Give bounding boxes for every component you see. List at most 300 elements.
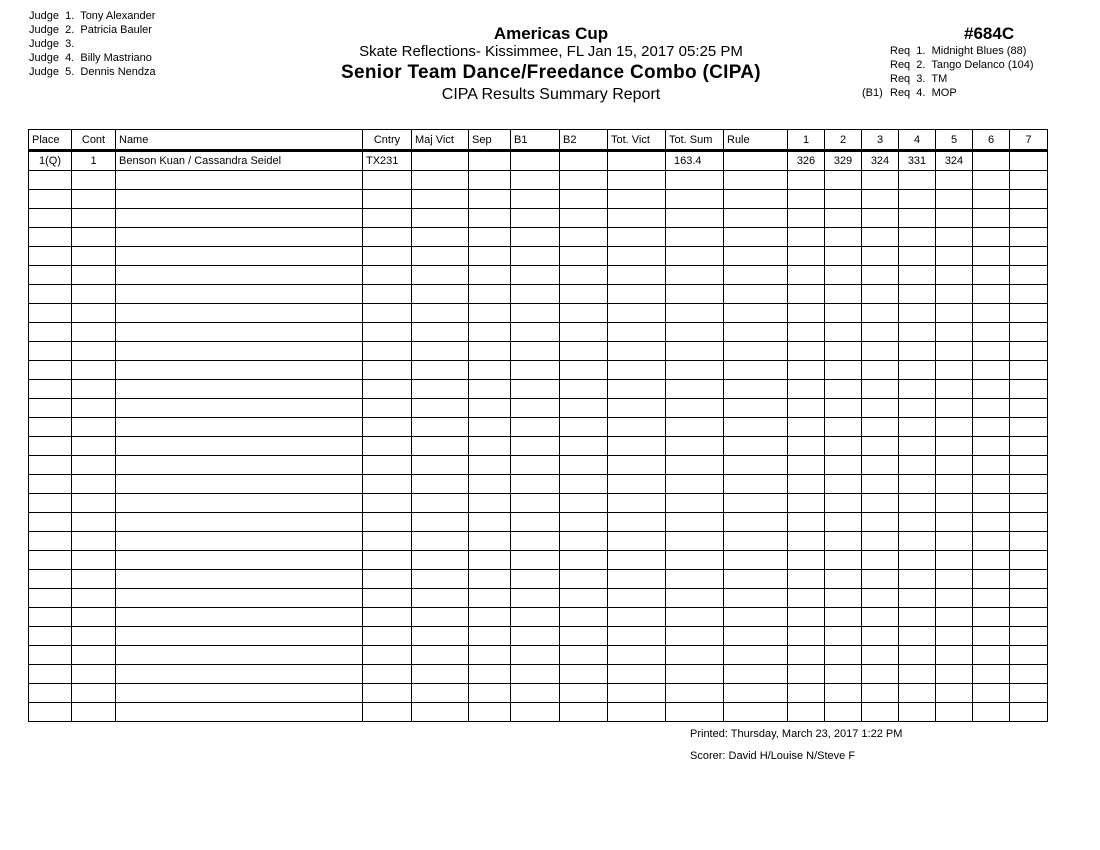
cell-empty bbox=[469, 209, 511, 228]
cell-empty bbox=[862, 323, 899, 342]
cell-empty bbox=[788, 323, 825, 342]
cell-empty bbox=[511, 209, 560, 228]
cell-empty bbox=[724, 532, 788, 551]
cell-empty bbox=[511, 304, 560, 323]
cell-empty bbox=[116, 266, 363, 285]
cell-empty bbox=[666, 570, 724, 589]
cell-empty bbox=[511, 361, 560, 380]
cell-empty bbox=[1010, 646, 1048, 665]
cell-empty bbox=[72, 703, 116, 722]
cell-empty bbox=[1010, 323, 1048, 342]
cell-rule bbox=[724, 151, 788, 171]
requirement-4: (B1) Req 4. MOP bbox=[862, 87, 957, 99]
cell-empty bbox=[29, 456, 72, 475]
col-b1: B1 bbox=[511, 130, 560, 151]
cell-empty bbox=[560, 285, 608, 304]
cell-empty bbox=[116, 627, 363, 646]
cell-empty bbox=[116, 247, 363, 266]
cell-empty bbox=[608, 475, 666, 494]
cell-empty bbox=[1010, 285, 1048, 304]
table-row-empty bbox=[29, 456, 1048, 475]
cell-empty bbox=[666, 608, 724, 627]
cell-empty bbox=[72, 684, 116, 703]
cell-empty bbox=[825, 665, 862, 684]
cell-empty bbox=[29, 209, 72, 228]
cell-empty bbox=[469, 475, 511, 494]
cell-empty bbox=[72, 608, 116, 627]
cell-empty bbox=[560, 608, 608, 627]
cell-b1 bbox=[511, 151, 560, 171]
cell-empty bbox=[724, 494, 788, 513]
cell-empty bbox=[973, 513, 1010, 532]
cell-empty bbox=[511, 171, 560, 190]
cell-empty bbox=[973, 228, 1010, 247]
cell-empty bbox=[936, 703, 973, 722]
cell-cntry: TX231 bbox=[363, 151, 412, 171]
cell-empty bbox=[825, 247, 862, 266]
cell-empty bbox=[469, 513, 511, 532]
cell-empty bbox=[116, 285, 363, 304]
table-row-empty bbox=[29, 266, 1048, 285]
cell-empty bbox=[116, 361, 363, 380]
cell-empty bbox=[899, 285, 936, 304]
cell-empty bbox=[724, 665, 788, 684]
cell-empty bbox=[560, 684, 608, 703]
cell-empty bbox=[72, 399, 116, 418]
cell-empty bbox=[560, 418, 608, 437]
cell-empty bbox=[363, 665, 412, 684]
cell-empty bbox=[825, 304, 862, 323]
table-row-empty bbox=[29, 228, 1048, 247]
cell-empty bbox=[666, 665, 724, 684]
cell-empty bbox=[936, 228, 973, 247]
cell-empty bbox=[608, 551, 666, 570]
table-row-empty bbox=[29, 627, 1048, 646]
cell-empty bbox=[560, 380, 608, 399]
cell-empty bbox=[825, 228, 862, 247]
cell-empty bbox=[29, 361, 72, 380]
cell-empty bbox=[724, 323, 788, 342]
cell-empty bbox=[412, 570, 469, 589]
report-header bbox=[300, 23, 802, 105]
cell-empty bbox=[412, 627, 469, 646]
cell-empty bbox=[72, 342, 116, 361]
cell-empty bbox=[412, 247, 469, 266]
table-header-row bbox=[29, 130, 1048, 151]
cell-empty bbox=[666, 209, 724, 228]
cell-empty bbox=[666, 703, 724, 722]
cell-empty bbox=[363, 361, 412, 380]
cell-empty bbox=[899, 247, 936, 266]
cell-empty bbox=[412, 684, 469, 703]
cell-empty bbox=[724, 703, 788, 722]
cell-empty bbox=[936, 209, 973, 228]
col-judge-4: 4 bbox=[899, 130, 936, 151]
cell-empty bbox=[469, 266, 511, 285]
cell-empty bbox=[363, 456, 412, 475]
cell-sep bbox=[469, 151, 511, 171]
cell-empty bbox=[363, 304, 412, 323]
cell-empty bbox=[973, 304, 1010, 323]
cell-empty bbox=[825, 646, 862, 665]
cell-empty bbox=[363, 646, 412, 665]
cell-empty bbox=[560, 437, 608, 456]
cell-empty bbox=[116, 228, 363, 247]
cell-empty bbox=[788, 589, 825, 608]
requirement-1: Req 1. Midnight Blues (88) bbox=[890, 45, 1027, 57]
cell-empty bbox=[511, 266, 560, 285]
cell-empty bbox=[560, 646, 608, 665]
cell-empty bbox=[724, 608, 788, 627]
cell-empty bbox=[862, 380, 899, 399]
cell-empty bbox=[363, 209, 412, 228]
cell-empty bbox=[724, 437, 788, 456]
cell-empty bbox=[724, 209, 788, 228]
cell-empty bbox=[560, 494, 608, 513]
cell-judge-5: 324 bbox=[936, 151, 973, 171]
cell-empty bbox=[412, 665, 469, 684]
cell-empty bbox=[608, 285, 666, 304]
cell-empty bbox=[862, 684, 899, 703]
cell-empty bbox=[116, 418, 363, 437]
cell-empty bbox=[936, 247, 973, 266]
cell-empty bbox=[511, 532, 560, 551]
cell-empty bbox=[825, 608, 862, 627]
cell-empty bbox=[899, 228, 936, 247]
cell-empty bbox=[511, 399, 560, 418]
judge-2: Judge 2. Patricia Bauler bbox=[29, 24, 152, 36]
cell-empty bbox=[936, 285, 973, 304]
cell-empty bbox=[72, 665, 116, 684]
cell-empty bbox=[412, 551, 469, 570]
cell-empty bbox=[825, 380, 862, 399]
cell-empty bbox=[469, 665, 511, 684]
printed-timestamp: Printed: Thursday, March 23, 2017 1:22 PM bbox=[690, 728, 903, 740]
cell-empty bbox=[72, 437, 116, 456]
cell-judge-1: 326 bbox=[788, 151, 825, 171]
cell-empty bbox=[862, 665, 899, 684]
cell-empty bbox=[116, 437, 363, 456]
cell-empty bbox=[788, 266, 825, 285]
col-rule: Rule bbox=[724, 130, 788, 151]
cell-empty bbox=[973, 456, 1010, 475]
table-row-empty bbox=[29, 247, 1048, 266]
cell-empty bbox=[936, 551, 973, 570]
cell-empty bbox=[936, 323, 973, 342]
event-number: #684C bbox=[964, 24, 1015, 43]
cell-empty bbox=[560, 570, 608, 589]
cell-empty bbox=[72, 456, 116, 475]
cell-empty bbox=[511, 437, 560, 456]
cell-empty bbox=[936, 589, 973, 608]
cell-empty bbox=[116, 171, 363, 190]
cell-empty bbox=[973, 608, 1010, 627]
cell-empty bbox=[29, 342, 72, 361]
table-row-empty bbox=[29, 190, 1048, 209]
cell-empty bbox=[72, 247, 116, 266]
cell-empty bbox=[825, 513, 862, 532]
cell-empty bbox=[469, 361, 511, 380]
cell-empty bbox=[511, 494, 560, 513]
cell-empty bbox=[666, 361, 724, 380]
cell-empty bbox=[560, 171, 608, 190]
cell-empty bbox=[825, 342, 862, 361]
cell-empty bbox=[973, 209, 1010, 228]
cell-empty bbox=[936, 361, 973, 380]
cell-empty bbox=[29, 703, 72, 722]
cell-empty bbox=[72, 266, 116, 285]
cell-empty bbox=[666, 494, 724, 513]
cell-empty bbox=[666, 551, 724, 570]
cell-empty bbox=[936, 171, 973, 190]
cell-empty bbox=[936, 532, 973, 551]
cell-empty bbox=[412, 418, 469, 437]
cell-empty bbox=[560, 627, 608, 646]
cell-empty bbox=[608, 399, 666, 418]
cell-empty bbox=[511, 418, 560, 437]
cell-empty bbox=[862, 456, 899, 475]
table-row-empty bbox=[29, 589, 1048, 608]
cell-empty bbox=[412, 190, 469, 209]
cell-empty bbox=[511, 627, 560, 646]
cell-empty bbox=[825, 209, 862, 228]
cell-empty bbox=[899, 456, 936, 475]
cell-empty bbox=[1010, 627, 1048, 646]
cell-empty bbox=[29, 380, 72, 399]
cell-empty bbox=[936, 266, 973, 285]
cell-empty bbox=[666, 247, 724, 266]
cell-empty bbox=[724, 171, 788, 190]
cell-empty bbox=[1010, 684, 1048, 703]
cell-empty bbox=[511, 608, 560, 627]
cell-empty bbox=[29, 266, 72, 285]
cell-empty bbox=[469, 608, 511, 627]
cell-empty bbox=[899, 608, 936, 627]
cell-empty bbox=[29, 665, 72, 684]
cell-empty bbox=[560, 589, 608, 608]
cell-empty bbox=[608, 627, 666, 646]
cell-empty bbox=[666, 266, 724, 285]
requirement-3: Req 3. TM bbox=[890, 73, 948, 85]
cell-empty bbox=[72, 551, 116, 570]
cell-empty bbox=[29, 684, 72, 703]
cell-empty bbox=[936, 304, 973, 323]
col-tot-sum: Tot. Sum bbox=[666, 130, 724, 151]
table-row-empty bbox=[29, 399, 1048, 418]
cell-empty bbox=[724, 456, 788, 475]
table-row-empty bbox=[29, 551, 1048, 570]
cell-empty bbox=[469, 171, 511, 190]
cell-empty bbox=[116, 703, 363, 722]
cell-empty bbox=[973, 266, 1010, 285]
cell-empty bbox=[560, 532, 608, 551]
cell-empty bbox=[825, 418, 862, 437]
cell-empty bbox=[511, 380, 560, 399]
cell-empty bbox=[363, 247, 412, 266]
cell-empty bbox=[469, 456, 511, 475]
cell-empty bbox=[788, 627, 825, 646]
cell-empty bbox=[469, 646, 511, 665]
cell-empty bbox=[363, 513, 412, 532]
cell-empty bbox=[511, 703, 560, 722]
cell-empty bbox=[973, 532, 1010, 551]
cell-empty bbox=[29, 171, 72, 190]
cell-empty bbox=[936, 399, 973, 418]
cell-empty bbox=[412, 399, 469, 418]
cell-empty bbox=[363, 190, 412, 209]
cell-empty bbox=[412, 323, 469, 342]
cell-empty bbox=[1010, 247, 1048, 266]
cell-empty bbox=[412, 589, 469, 608]
cell-empty bbox=[412, 532, 469, 551]
cell-empty bbox=[973, 703, 1010, 722]
cell-empty bbox=[511, 342, 560, 361]
cell-empty bbox=[936, 342, 973, 361]
cell-empty bbox=[1010, 304, 1048, 323]
cell-judge-6 bbox=[973, 151, 1010, 171]
cell-place: 1(Q) bbox=[29, 151, 72, 171]
cell-empty bbox=[363, 627, 412, 646]
cell-empty bbox=[862, 285, 899, 304]
cell-empty bbox=[560, 475, 608, 494]
cell-empty bbox=[29, 304, 72, 323]
cell-empty bbox=[862, 266, 899, 285]
cell-empty bbox=[29, 532, 72, 551]
cell-empty bbox=[560, 361, 608, 380]
cell-empty bbox=[72, 171, 116, 190]
cell-empty bbox=[72, 361, 116, 380]
cell-empty bbox=[560, 665, 608, 684]
table-row-empty bbox=[29, 380, 1048, 399]
cell-empty bbox=[724, 228, 788, 247]
cell-empty bbox=[608, 589, 666, 608]
table-row bbox=[29, 151, 1048, 171]
cell-empty bbox=[116, 304, 363, 323]
event-title: Senior Team Dance/Freedance Combo (CIPA) bbox=[341, 62, 761, 83]
cell-empty bbox=[788, 665, 825, 684]
cell-b2 bbox=[560, 151, 608, 171]
cell-empty bbox=[788, 570, 825, 589]
cell-empty bbox=[788, 171, 825, 190]
cell-empty bbox=[724, 551, 788, 570]
cell-empty bbox=[363, 342, 412, 361]
cell-empty bbox=[666, 399, 724, 418]
cell-judge-2: 329 bbox=[825, 151, 862, 171]
cell-empty bbox=[899, 570, 936, 589]
cell-empty bbox=[608, 456, 666, 475]
cell-empty bbox=[511, 247, 560, 266]
cell-empty bbox=[788, 304, 825, 323]
cell-empty bbox=[1010, 703, 1048, 722]
cell-empty bbox=[412, 228, 469, 247]
cell-empty bbox=[608, 684, 666, 703]
cell-empty bbox=[608, 209, 666, 228]
table-row-empty bbox=[29, 703, 1048, 722]
cell-judge-7 bbox=[1010, 151, 1048, 171]
cell-empty bbox=[363, 532, 412, 551]
cell-empty bbox=[724, 684, 788, 703]
cell-empty bbox=[666, 532, 724, 551]
cell-empty bbox=[116, 380, 363, 399]
cell-empty bbox=[899, 209, 936, 228]
cell-empty bbox=[29, 551, 72, 570]
cell-empty bbox=[1010, 190, 1048, 209]
scorer-line: Scorer: David H/Louise N/Steve F bbox=[690, 750, 856, 762]
cell-empty bbox=[724, 247, 788, 266]
cell-empty bbox=[973, 190, 1010, 209]
cell-empty bbox=[724, 342, 788, 361]
cell-empty bbox=[1010, 608, 1048, 627]
table-row-empty bbox=[29, 608, 1048, 627]
cell-empty bbox=[862, 399, 899, 418]
cell-empty bbox=[862, 513, 899, 532]
cell-empty bbox=[936, 475, 973, 494]
cell-empty bbox=[116, 551, 363, 570]
cell-empty bbox=[825, 266, 862, 285]
cell-empty bbox=[862, 418, 899, 437]
cell-judge-3: 324 bbox=[862, 151, 899, 171]
cell-empty bbox=[666, 323, 724, 342]
cell-empty bbox=[363, 266, 412, 285]
cell-empty bbox=[724, 304, 788, 323]
cell-empty bbox=[788, 380, 825, 399]
cell-empty bbox=[973, 285, 1010, 304]
cell-empty bbox=[72, 190, 116, 209]
table-row-empty bbox=[29, 475, 1048, 494]
cell-empty bbox=[899, 703, 936, 722]
cell-empty bbox=[469, 570, 511, 589]
requirement-2: Req 2. Tango Delanco (104) bbox=[890, 59, 1034, 71]
cell-empty bbox=[412, 380, 469, 399]
cell-empty bbox=[973, 589, 1010, 608]
cell-empty bbox=[1010, 418, 1048, 437]
table-row-empty bbox=[29, 684, 1048, 703]
cell-empty bbox=[469, 323, 511, 342]
cell-empty bbox=[608, 418, 666, 437]
cell-empty bbox=[608, 380, 666, 399]
cell-empty bbox=[29, 437, 72, 456]
cell-empty bbox=[511, 551, 560, 570]
cell-empty bbox=[469, 684, 511, 703]
cell-empty bbox=[666, 684, 724, 703]
cell-empty bbox=[825, 361, 862, 380]
cell-empty bbox=[788, 361, 825, 380]
cell-empty bbox=[116, 665, 363, 684]
cell-empty bbox=[862, 532, 899, 551]
cell-empty bbox=[29, 627, 72, 646]
col-tot-vict: Tot. Vict bbox=[608, 130, 666, 151]
col-judge-5: 5 bbox=[936, 130, 973, 151]
cell-empty bbox=[608, 171, 666, 190]
cell-empty bbox=[724, 627, 788, 646]
table-row-empty bbox=[29, 646, 1048, 665]
cell-empty bbox=[825, 323, 862, 342]
cell-empty bbox=[1010, 570, 1048, 589]
cell-empty bbox=[1010, 589, 1048, 608]
cell-empty bbox=[862, 247, 899, 266]
cell-empty bbox=[412, 646, 469, 665]
cell-empty bbox=[666, 342, 724, 361]
col-name: Name bbox=[116, 130, 363, 151]
cell-empty bbox=[936, 608, 973, 627]
cell-empty bbox=[724, 380, 788, 399]
cell-empty bbox=[116, 190, 363, 209]
table-row-empty bbox=[29, 323, 1048, 342]
cell-empty bbox=[788, 285, 825, 304]
cell-empty bbox=[412, 513, 469, 532]
report-title: CIPA Results Summary Report bbox=[441, 86, 661, 103]
cell-empty bbox=[862, 304, 899, 323]
